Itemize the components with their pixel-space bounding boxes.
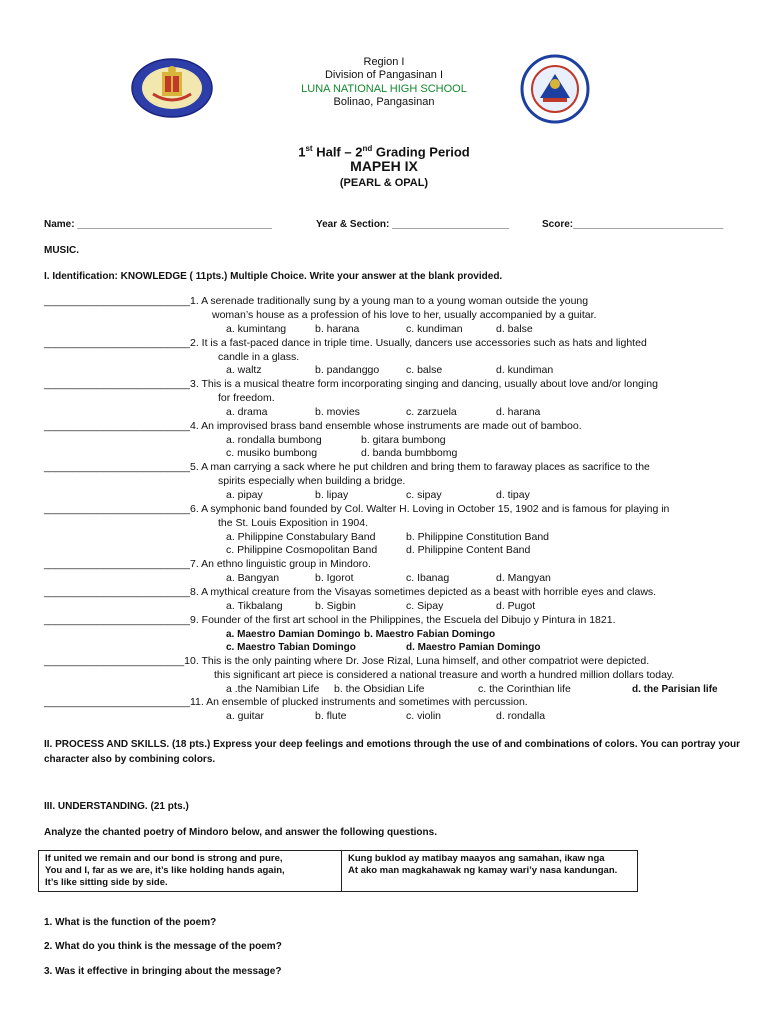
choice-10d: d. the Parisian life xyxy=(632,684,718,695)
choice-6d: d. Philippine Content Band xyxy=(406,544,531,556)
choice-2a: a. waltz xyxy=(226,364,262,376)
question-6: _________________________6. A symphonic band founded by Col. Walter H. Loving in October 15, 1902 and is famous for playing in xyxy=(44,503,670,515)
question-1: _________________________1. A serenade traditionally sung by a young man to a young woman outside the young xyxy=(44,295,589,307)
choice-3d: d. harana xyxy=(496,406,541,418)
header-division: Division of Pangasinan I xyxy=(324,69,443,81)
understanding-question-2: 2. What do you think is the message of the poem? xyxy=(44,941,282,952)
question-9: _________________________9. Founder of the first art school in the Philippines, the Escuela del Dibujo y Pintura in 1821. xyxy=(44,614,616,626)
choice-4a: a. rondalla bumbong xyxy=(226,434,322,446)
question-3-cont: for freedom. xyxy=(218,392,275,404)
poem-english-line: It’s like sitting side by side. xyxy=(45,877,168,888)
choice-11c: c. violin xyxy=(406,710,442,722)
choice-2b: b. pandanggo xyxy=(315,364,380,376)
choice-3b: b. movies xyxy=(315,406,360,418)
question-6-cont: the St. Louis Exposition in 1904. xyxy=(218,517,369,529)
score-field[interactable]: Score:___________________________ xyxy=(542,219,724,230)
question-10: ________________________10. This is the only painting where Dr. Jose Rizal, Luna himself, and other compatriot were depicted. xyxy=(44,655,650,667)
choice-11b: b. flute xyxy=(315,710,347,722)
choice-7a: a. Bangyan xyxy=(226,572,280,584)
question-11: _________________________11. An ensemble of plucked instruments and sometimes with percussion. xyxy=(44,696,528,708)
poem-table xyxy=(38,850,638,892)
choice-9b: b. Maestro Fabian Domingo xyxy=(364,629,496,640)
choice-3a: a. drama xyxy=(226,406,268,418)
choice-6c: c. Philippine Cosmopolitan Band xyxy=(226,544,378,556)
question-4: _________________________4. An improvised brass band ensemble whose instruments are made out of bamboo. xyxy=(44,420,582,432)
question-1-cont: woman’s house as a profession of his love to her, usually accompanied by a guitar. xyxy=(212,309,597,321)
choice-7c: c. Ibanag xyxy=(406,572,450,584)
poem-english-cell xyxy=(39,851,342,892)
choice-8d: d. Pugot xyxy=(496,600,536,612)
question-5: _________________________5. A man carrying a sack where he put children and bring them to faraway places as sacrifice to the xyxy=(44,461,650,473)
name-field[interactable]: Name: ___________________________________ xyxy=(44,219,272,230)
choice-9d: d. Maestro Pamian Domingo xyxy=(406,642,541,653)
choice-4b: b. gitara bumbong xyxy=(361,434,446,446)
choice-5c: c. sipay xyxy=(406,489,442,501)
choice-11a: a. guitar xyxy=(226,710,264,722)
choice-8c: c. Sipay xyxy=(406,600,444,612)
header-location: Bolinao, Pangasinan xyxy=(333,96,435,108)
choice-11d: d. rondalla xyxy=(496,710,546,722)
part3-instruction: Analyze the chanted poetry of Mindoro below, and answer the following questions. xyxy=(44,827,437,838)
choice-7b: b. Igorot xyxy=(315,572,354,584)
choice-10b: b. the Obsidian Life xyxy=(334,683,425,695)
choice-9c: c. Maestro Tabian Domingo xyxy=(226,642,356,653)
poem-filipino-line: Kung buklod ay matibay maayos ang samahan, ikaw nga xyxy=(348,853,605,864)
question-7: _________________________7. An ethno linguistic group in Mindoro. xyxy=(44,558,371,570)
understanding-question-1: 1. What is the function of the poem? xyxy=(44,917,217,928)
choice-8a: a. Tikbalang xyxy=(226,600,283,612)
choice-1b: b. harana xyxy=(315,323,360,335)
subject-title: MAPEH IX xyxy=(350,158,418,174)
choice-4d: d. banda bumbbomg xyxy=(361,447,458,459)
choice-1a: a. kumintang xyxy=(226,323,287,335)
choice-5b: b. lipay xyxy=(315,489,349,501)
question-3: _________________________3. This is a musical theatre form incorporating singing and dancing, usually about love and/or longing xyxy=(44,378,658,390)
poem-filipino-line: At ako man magkahawak ng kamay wari’y nasa kandungan. xyxy=(348,865,618,876)
poem-filipino-cell xyxy=(342,851,638,892)
year-section-field[interactable]: Year & Section: _____________________ xyxy=(316,219,509,230)
poem-english-line: You and I, far as we are, it’s like holding hands again, xyxy=(45,865,285,876)
grading-period-title: 1st Half – 2nd Grading Period xyxy=(298,144,470,160)
choice-1d: d. balse xyxy=(496,323,533,335)
choice-1c: c. kundiman xyxy=(406,323,463,335)
question-5-cont: spirits especially when building a bridge. xyxy=(218,475,406,487)
choice-5d: d. tipay xyxy=(496,489,530,501)
choice-3c: c. zarzuela xyxy=(406,406,457,418)
poem-english-line: If united we remain and our bond is strong and pure, xyxy=(45,853,283,864)
sections-title: (PEARL & OPAL) xyxy=(339,177,429,189)
choice-8b: b. Sigbin xyxy=(315,600,356,612)
choice-5a: a. pipay xyxy=(226,489,263,501)
part1-instruction: I. Identification: KNOWLEDGE ( 11pts.) Multiple Choice. Write your answer at the blank provided. xyxy=(44,271,503,282)
choice-2d: d. kundiman xyxy=(496,364,554,376)
music-heading: MUSIC. xyxy=(44,245,79,256)
choice-2c: c. balse xyxy=(406,364,443,376)
choice-4c: c. musiko bumbong xyxy=(226,447,318,459)
question-2-cont: candle in a glass. xyxy=(218,351,300,363)
question-8: _________________________8. A mythical creature from the Visayas sometimes depicted as a beast with horrible eyes and claws. xyxy=(44,586,657,598)
question-10-cont: this significant art piece is considered a national treasure and worth a hundred million dollars today. xyxy=(214,669,675,681)
choice-10c: c. the Corinthian life xyxy=(478,683,571,695)
header-region: Region I xyxy=(363,56,405,68)
choice-9a: a. Maestro Damian Domingo xyxy=(226,629,361,640)
part3-heading: III. UNDERSTANDING. (21 pts.) xyxy=(44,801,189,812)
understanding-question-3: 3. Was it effective in bringing about the message? xyxy=(44,966,282,977)
choice-6a: a. Philippine Constabulary Band xyxy=(226,531,376,543)
part2-instruction: II. PROCESS AND SKILLS. (18 pts.) Express your deep feelings and emotions through the use of and combinations of colors. You can portray your character also by combining colors. xyxy=(44,739,741,765)
header-school: LUNA NATIONAL HIGH SCHOOL xyxy=(301,83,467,95)
question-2: _________________________2. It is a fast-paced dance in triple time. Usually, dancers use accessories such as hats and lighted xyxy=(44,337,647,349)
choice-6b: b. Philippine Constitution Band xyxy=(406,531,550,543)
choice-10a: a .the Namibian Life xyxy=(226,683,320,695)
choice-7d: d. Mangyan xyxy=(496,572,551,584)
